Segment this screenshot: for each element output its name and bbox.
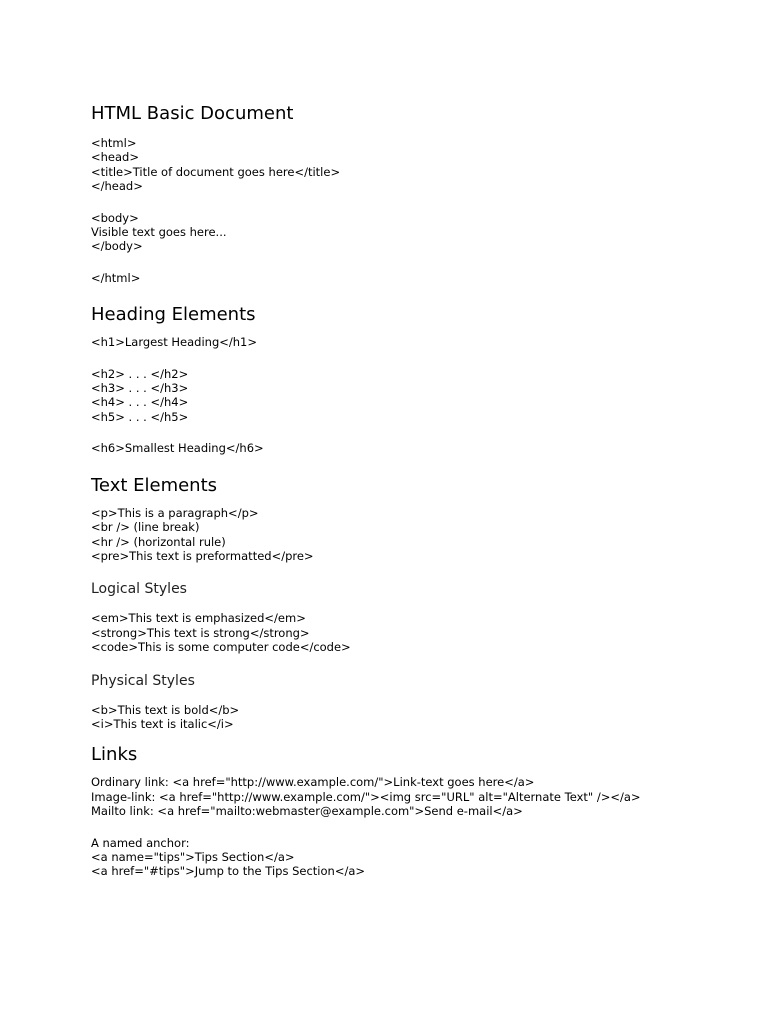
code-line-italic: <i>This text is italic</i> [91, 716, 234, 731]
code-line-line-break: <br /> (line break) [91, 520, 200, 535]
code-line-body-open: <body> [91, 210, 139, 225]
code-line-h1: <h1>Largest Heading</h1> [91, 335, 257, 350]
code-line-h5: <h5> . . . </h5> [91, 409, 189, 424]
code-line-strong: <strong>This text is strong</strong> [91, 625, 310, 640]
section-title-physical-styles: Physical Styles [91, 672, 195, 689]
code-line-horizontal-rule: <hr /> (horizontal rule) [91, 534, 226, 549]
code-line-ordinary-link: Ordinary link: <a href="http://www.example.com/">Link-text goes here</a> [91, 775, 535, 790]
section-title-heading-elements: Heading Elements [91, 304, 256, 326]
section-title-basic-document: HTML Basic Document [91, 103, 294, 124]
section-title-links: Links [91, 744, 138, 766]
code-line-h2: <h2> . . . </h2> [91, 366, 189, 381]
code-line-body-close: </body> [91, 239, 143, 254]
code-line-mailto-link: Mailto link: <a href="mailto:webmaster@example.com">Send e-mail</a> [91, 804, 523, 819]
code-line-code: <code>This is some computer code</code> [91, 640, 351, 655]
code-line-paragraph: <p>This is a paragraph</p> [91, 505, 259, 520]
code-line-visible-text: Visible text goes here... [91, 225, 227, 240]
code-line-bold: <b>This text is bold</b> [91, 702, 240, 717]
code-line-html-open: <html> [91, 136, 137, 150]
code-line-html-close: </html> [91, 270, 141, 285]
code-line-h4: <h4> . . . </h4> [91, 395, 189, 410]
code-line-jump-link: <a href="#tips">Jump to the Tips Section</a> [91, 864, 366, 879]
code-line-named-anchor-label: A named anchor: [91, 835, 190, 850]
code-line-head-open: <head> [91, 150, 139, 165]
section-title-logical-styles: Logical Styles [91, 581, 187, 598]
code-line-h3: <h3> . . . </h3> [91, 381, 189, 396]
code-line-image-link: Image-link: <a href="http://www.example.com/"><img src="URL" alt="Alternate Text" /></a> [91, 789, 641, 804]
document-page [91, 100, 751, 879]
code-line-head-close: </head> [91, 179, 143, 194]
code-line-title: <title>Title of document goes here</title> [91, 164, 341, 179]
code-line-h6: <h6>Smallest Heading</h6> [91, 441, 264, 456]
code-line-named-anchor: <a name="tips">Tips Section</a> [91, 849, 295, 864]
code-line-emphasized: <em>This text is emphasized</em> [91, 611, 306, 626]
code-line-preformatted: <pre>This text is preformatted</pre> [91, 548, 314, 563]
section-title-text-elements: Text Elements [91, 474, 218, 496]
